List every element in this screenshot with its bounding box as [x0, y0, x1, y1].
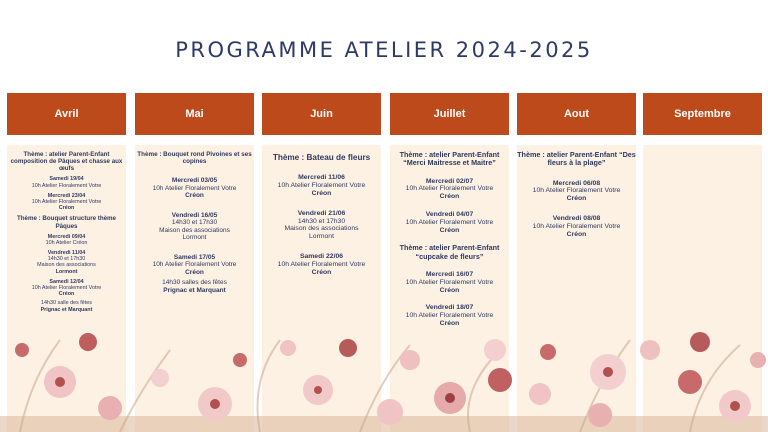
- schedule-block: [135, 177, 254, 199]
- event-place: Créon: [185, 268, 204, 276]
- schedule-block: [7, 193, 126, 212]
- event-detail: 10h Atelier Floralement Votre: [405, 278, 494, 286]
- schedule-block: [135, 212, 254, 242]
- event-detail: 14h30 et 17h30: [47, 256, 86, 263]
- event-detail: 10h Atelier Floralement Votre: [405, 185, 494, 193]
- event-date: Samedi 17/05: [173, 253, 216, 261]
- event-place: Créon: [58, 291, 75, 298]
- theme-label: Thème : atelier Parent-Enfant “Merci Maitresse et Maitre”: [399, 150, 500, 168]
- month-column: [262, 93, 381, 276]
- schedule-block: [7, 176, 126, 188]
- event-detail: Maison des associations: [37, 262, 96, 269]
- event-date: Samedi 19/04: [49, 176, 84, 183]
- event-detail: 10h Atelier Créon: [45, 239, 88, 246]
- event-place: Lormont: [55, 268, 78, 275]
- month-content: [262, 153, 381, 289]
- month-column: [135, 93, 254, 294]
- schedule-block: [517, 215, 636, 238]
- schedule-block: [262, 153, 381, 162]
- event-place: Créon: [311, 190, 332, 198]
- event-date: Vendredi 08/08: [552, 215, 601, 222]
- event-date: Mercredi 09/04: [47, 233, 86, 240]
- event-date: Samedi 22/06: [299, 253, 344, 261]
- event-detail: Maison des associations: [284, 225, 359, 233]
- event-detail: Lormont: [309, 233, 334, 241]
- schedule-block: [517, 151, 636, 168]
- month-header: Avril: [7, 93, 126, 135]
- event-detail: 10h Atelier Floralement Votre: [405, 218, 494, 226]
- theme-label: Thème : atelier Parent-Enfant composition de Pâques et chasse aux œufs: [10, 151, 123, 173]
- schedule-block: [135, 254, 254, 294]
- event-detail: 10h Atelier Floralement Votre: [31, 198, 102, 205]
- event-detail: 10h Atelier Floralement Votre: [152, 184, 237, 192]
- event-detail: 10h Atelier Floralement Votre: [405, 312, 494, 320]
- event-date: Vendredi 18/07: [425, 304, 474, 312]
- event-place: Créon: [439, 286, 460, 294]
- theme-label: Thème : Bouquet structure thème Pâques: [16, 215, 116, 230]
- schedule-block: [390, 244, 509, 261]
- month-header: Juin: [262, 93, 381, 135]
- page-title: PROGRAMME ATELIER 2024-2025: [175, 38, 593, 62]
- schedule-block: [262, 174, 381, 197]
- event-place: Prignac et Marquant: [163, 286, 226, 294]
- schedule-block: [390, 211, 509, 234]
- month-header: Mai: [135, 93, 254, 135]
- schedule-block: [7, 215, 126, 229]
- event-detail: 10h Atelier Floralement Votre: [31, 182, 102, 189]
- month-column: [643, 93, 762, 135]
- event-place: Créon: [185, 192, 204, 200]
- flower-decor-icon: [0, 332, 768, 432]
- event-detail: Maison des associations: [159, 226, 230, 234]
- event-detail: Lormont: [182, 234, 207, 242]
- event-date: Mercredi 02/07: [425, 177, 474, 185]
- month-column: [7, 93, 126, 313]
- schedule-block: [7, 234, 126, 246]
- event-detail: 10h Atelier Floralement Votre: [31, 285, 102, 292]
- event-place: Créon: [58, 205, 75, 212]
- schedule-block: [7, 250, 126, 275]
- event-place: Créon: [566, 230, 587, 238]
- event-detail: 10h Atelier Floralement Votre: [532, 222, 621, 230]
- event-date: Samedi 12/04: [49, 278, 84, 285]
- schedule-block: [262, 210, 381, 241]
- schedule-block: [135, 151, 254, 165]
- theme-label: Thème : atelier Parent-Enfant “cupcake de fleurs”: [399, 243, 500, 261]
- month-column: [390, 93, 509, 328]
- event-date: Mercredi 11/06: [298, 174, 345, 182]
- floral-border-illustration: [0, 320, 768, 432]
- event-detail: 10h Atelier Floralement Votre: [277, 260, 366, 268]
- event-place: Prignac et Marquant: [40, 306, 93, 313]
- schedule-block: [7, 279, 126, 313]
- schedule-block: [517, 180, 636, 203]
- event-detail: 10h Atelier Floralement Votre: [152, 261, 237, 269]
- month-content: [135, 151, 254, 306]
- month-header: Juillet: [390, 93, 509, 135]
- theme-label: Thème : atelier Parent-Enfant “Des fleurs à la plage”: [517, 150, 636, 168]
- event-place: Créon: [439, 226, 460, 234]
- month-content: [390, 151, 509, 338]
- month-content: [517, 151, 636, 250]
- event-date: Mercredi 23/04: [47, 192, 86, 199]
- event-detail: 14h30 et 17h30: [297, 217, 346, 225]
- month-header: Aout: [517, 93, 636, 135]
- event-detail: 10h Atelier Floralement Votre: [277, 182, 366, 190]
- event-date: Mercredi 06/08: [552, 179, 601, 187]
- event-date: Vendredi 11/04: [47, 250, 86, 257]
- month-header: Septembre: [643, 93, 762, 135]
- event-place: Créon: [439, 320, 460, 328]
- event-place: Créon: [566, 195, 587, 203]
- event-place: Créon: [311, 268, 332, 276]
- event-detail: 14h30 salles des fêtes: [162, 279, 227, 287]
- event-date: Vendredi 16/05: [171, 211, 218, 219]
- schedule-block: [390, 178, 509, 201]
- schedule-block: [390, 271, 509, 294]
- schedule-block: [390, 151, 509, 168]
- theme-label: Thème : Bouquet rond Pivoines et ses copines: [137, 151, 252, 166]
- event-date: Mercredi 03/05: [171, 177, 218, 185]
- event-date: Vendredi 04/07: [425, 211, 474, 218]
- schedule-block: [262, 253, 381, 276]
- schedule-block: [7, 151, 126, 172]
- event-date: Mercredi 16/07: [425, 271, 474, 278]
- event-place: Créon: [439, 193, 460, 201]
- month-content: [7, 151, 126, 317]
- event-detail: 14h30 et 17h30: [171, 219, 218, 227]
- event-date: Vendredi 21/06: [297, 209, 346, 217]
- month-column: [517, 93, 636, 238]
- theme-label: Thème : Bateau de fleurs: [272, 153, 371, 162]
- event-detail: 14h30 salle des fêtes: [41, 300, 92, 307]
- event-detail: 10h Atelier Floralement Votre: [532, 187, 621, 195]
